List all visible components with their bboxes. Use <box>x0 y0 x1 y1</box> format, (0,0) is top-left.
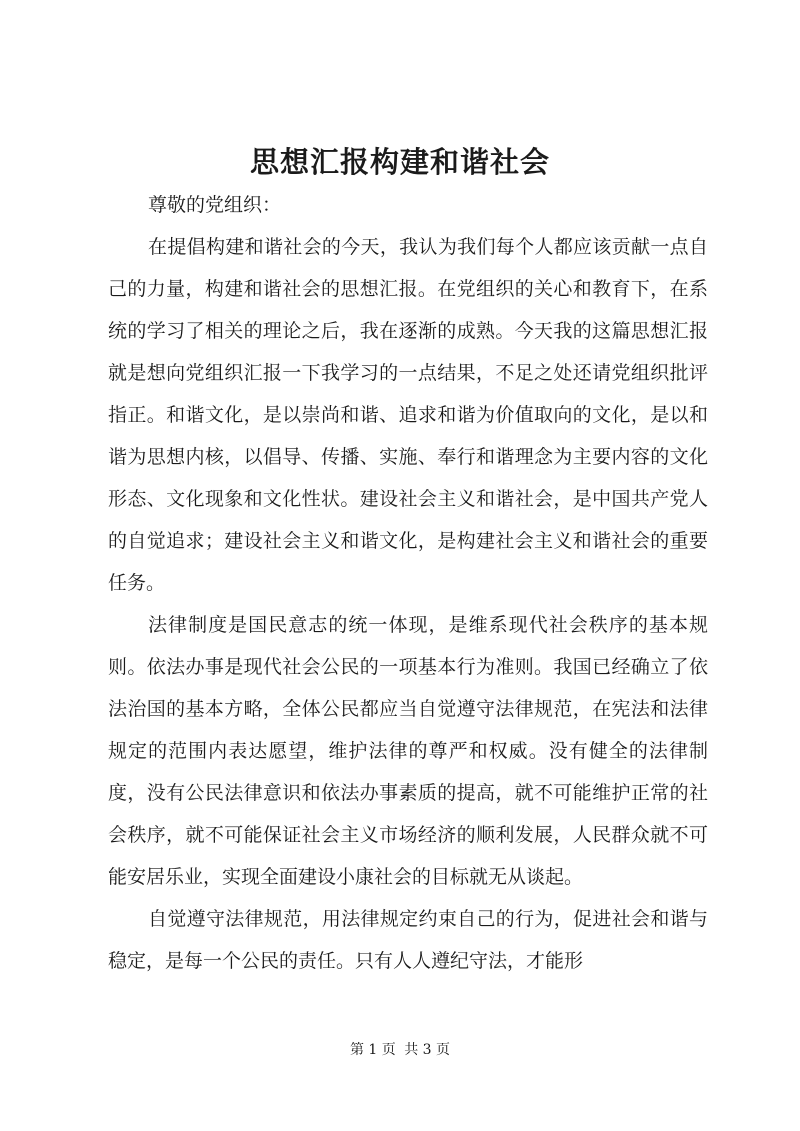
page-number: 第 1 页 <box>349 1042 396 1058</box>
page-total: 共 3 页 <box>404 1042 451 1058</box>
salutation: 尊敬的党组织： <box>148 194 282 216</box>
document-body <box>108 184 708 982</box>
paragraph-2: 法律制度是国民意志的统一体现，是维系现代社会秩序的基本规则。依法办事是现代社会公民的一项基本行为准则。我国已经确立了依法治国的基本方略，全体公民都应当自觉遵守法律规范，在宪法和法律规定的范围内表达愿望，维护法律的尊严和权威。没有健全的法律制度，没有公民法律意识和依法办事素质的提高，就不可能维护正常的社会秩序，就不可能保证社会主义市场经济的顺利发展，人民群众就不可能安居乐业，实现全面建设小康社会的目标就无从谈起。 <box>108 614 708 888</box>
paragraph-1: 在提倡构建和谐社会的今天，我认为我们每个人都应该贡献一点自己的力量，构建和谐社会的思想汇报。在党组织的关心和教育下，在系统的学习了相关的理论之后，我在逐渐的成熟。今天我的这篇思想汇报就是想向党组织汇报一下我学习的一点结果，不足之处还请党组织批评指正。和谐文化，是以崇尚和谐、追求和谐为价值取向的文化，是以和谐为思想内核，以倡导、传播、实施、奉行和谐理念为主要内容的文化形态、文化现象和文化性状。建设社会主义和谐社会，是中国共产党人的自觉追求；建设社会主义和谐文化，是构建社会主义和谐社会的重要任务。 <box>108 236 708 594</box>
page-footer <box>0 1040 800 1060</box>
paragraph-3: 自觉遵守法律规范，用法律规定约束自己的行为，促进社会和谐与稳定，是每一个公民的责任。只有人人遵纪守法，才能形 <box>108 908 708 972</box>
document-title: 思想汇报构建和谐社会 <box>249 145 550 179</box>
